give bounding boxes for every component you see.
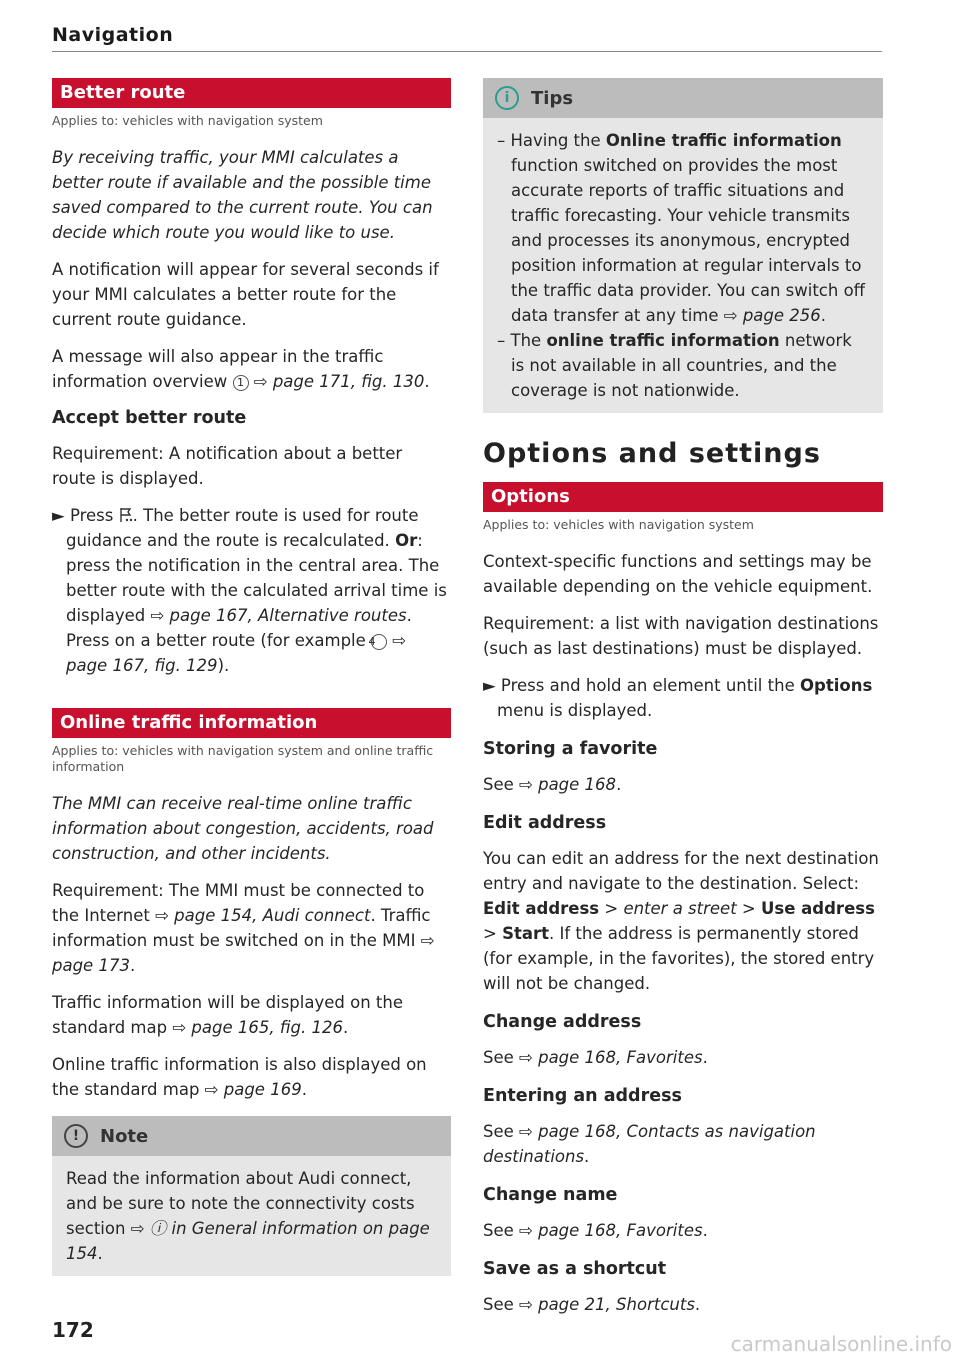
storing-favorite-text: See ⇨ page 168. [483,775,622,794]
xref-link[interactable]: ⇨ page 165, fig. 126 [172,1018,343,1037]
online-traffic-display: Traffic information will be displayed on the standard map ⇨ page 165, fig. 126. [52,993,403,1037]
online-traffic-heading: Online traffic information [52,708,451,738]
page-header-title: Navigation [52,24,174,46]
accept-step: ► Press . The better route is used for route guidance and the route is recalculated. Or: press the notification in the central area. The better route with the calculated arrival time is displayed ⇨ page 167, Alternative routes. Press on a better route (for example 4 ⇨ page 167, fig. 129). [52,506,447,675]
edit-address-text: You can edit an address for the next destination entry and navigate to the destination. Select: Edit address > enter a street > Use address > Start. If the address is permanently stored (for example, in the favorites), the stored entry will not be changed. [483,849,879,993]
online-traffic-standard-map: Online traffic information is also displayed on the standard map ⇨ page 169. [52,1055,427,1099]
note-title: Note [100,1125,149,1147]
change-name-text: See ⇨ page 168, Favorites. [483,1221,708,1240]
xref-link[interactable]: ⇨ page 167, Alternative routes [150,606,407,625]
accept-better-route-title: Accept better route [52,408,247,428]
options-p2: Requirement: a list with navigation destinations (such as last destinations) must be displayed. [483,614,879,658]
save-shortcut-title: Save as a shortcut [483,1259,667,1279]
section-title: Options and settings [483,438,821,469]
save-shortcut-text: See ⇨ page 21, Shortcuts. [483,1295,701,1314]
xref-link[interactable]: ⇨ page 168, Favorites [519,1221,703,1240]
xref-link[interactable]: ⇨ page 21, Shortcuts [519,1295,695,1314]
options-applies: Applies to: vehicles with navigation system [483,517,754,532]
right-column [483,78,883,1329]
better-route-heading: Better route [52,78,451,108]
warning-icon: ! [64,1124,88,1148]
note-box [52,1116,451,1276]
xref-link[interactable]: ⇨ page 173 [52,931,435,975]
xref-link[interactable]: ⇨ page 168, Contacts as navigation destinations [483,1122,816,1166]
accept-requirement: Requirement: A notification about a better route is displayed. [52,444,403,488]
entering-address-title: Entering an address [483,1086,682,1106]
change-address-title: Change address [483,1012,642,1032]
options-p1: Context-specific functions and settings may be available depending on the vehicle equipment. [483,552,873,596]
change-name-title: Change name [483,1185,618,1205]
tips-item: – The online traffic information network is not available in all countries, and the coverage is not nationwide. [497,331,852,400]
tips-title: Tips [531,87,574,109]
storing-favorite-title: Storing a favorite [483,739,658,759]
options-step: ► Press and hold an element until the Options menu is displayed. [483,676,873,720]
xref-link[interactable]: ⇨ page 171, fig. 130 [253,372,425,391]
xref-link[interactable]: ⇨ page 168, Favorites [519,1048,703,1067]
tips-box [483,78,883,413]
left-column [52,78,451,1276]
callout-1: 1 [233,375,249,391]
page-number: 172 [52,1318,94,1342]
note-body: Read the information about Audi connect, and be sure to note the connectivity costs section ⇨ ⓘ in General information on page 154. [66,1169,430,1263]
better-route-intro: By receiving traffic, your MMI calculates a better route if available and the possible time saved compared to the current route. You can decide which route you would like to use. [52,148,433,242]
online-traffic-applies: Applies to: vehicles with navigation system and online traffic information [52,743,434,774]
callout-4: 4 [371,634,387,650]
options-heading: Options [483,482,883,512]
tips-body [483,118,883,407]
change-address-text: See ⇨ page 168, Favorites. [483,1048,708,1067]
route-flag-icon [119,507,133,523]
tips-header [483,78,883,118]
header-divider [52,51,882,52]
xref-link[interactable]: ⇨ ⓘ in General information on page 154 [66,1219,430,1263]
watermark: carmanualsonline.info [730,1332,952,1356]
edit-address-title: Edit address [483,813,607,833]
info-icon: i [495,86,519,110]
xref-link[interactable]: ⇨ page 256 [723,306,821,325]
xref-link[interactable]: ⇨ page 169 [204,1080,302,1099]
better-route-p2: A message will also appear in the traffic information overview 1 ⇨ page 171, fig. 130. [52,347,430,391]
xref-link[interactable]: ⇨ page 167, fig. 129 [66,631,407,675]
xref-link[interactable]: ⇨ page 168 [519,775,617,794]
entering-address-text: See ⇨ page 168, Contacts as navigation destinations. [483,1122,816,1166]
online-traffic-requirement: Requirement: The MMI must be connected to the Internet ⇨ page 154, Audi connect. Traffic information must be switched on in the MMI ⇨ page 173. [52,881,435,975]
online-traffic-intro: The MMI can receive real-time online traffic information about congestion, accidents, road construction, and other incidents. [52,794,434,863]
note-header [52,1116,451,1156]
tips-item: – Having the Online traffic information function switched on provides the most accurate reports of traffic situations and traffic forecasting. Your vehicle transmits and processes its anonymous, encrypted position information at regular intervals to the traffic data provider. You can switch off data transfer at any time ⇨ page 256. [497,131,866,325]
better-route-p1: A notification will appear for several seconds if your MMI calculates a better route for the current route guidance. [52,260,439,329]
better-route-applies: Applies to: vehicles with navigation system [52,113,323,128]
xref-link[interactable]: ⇨ page 154, Audi connect [155,906,371,925]
